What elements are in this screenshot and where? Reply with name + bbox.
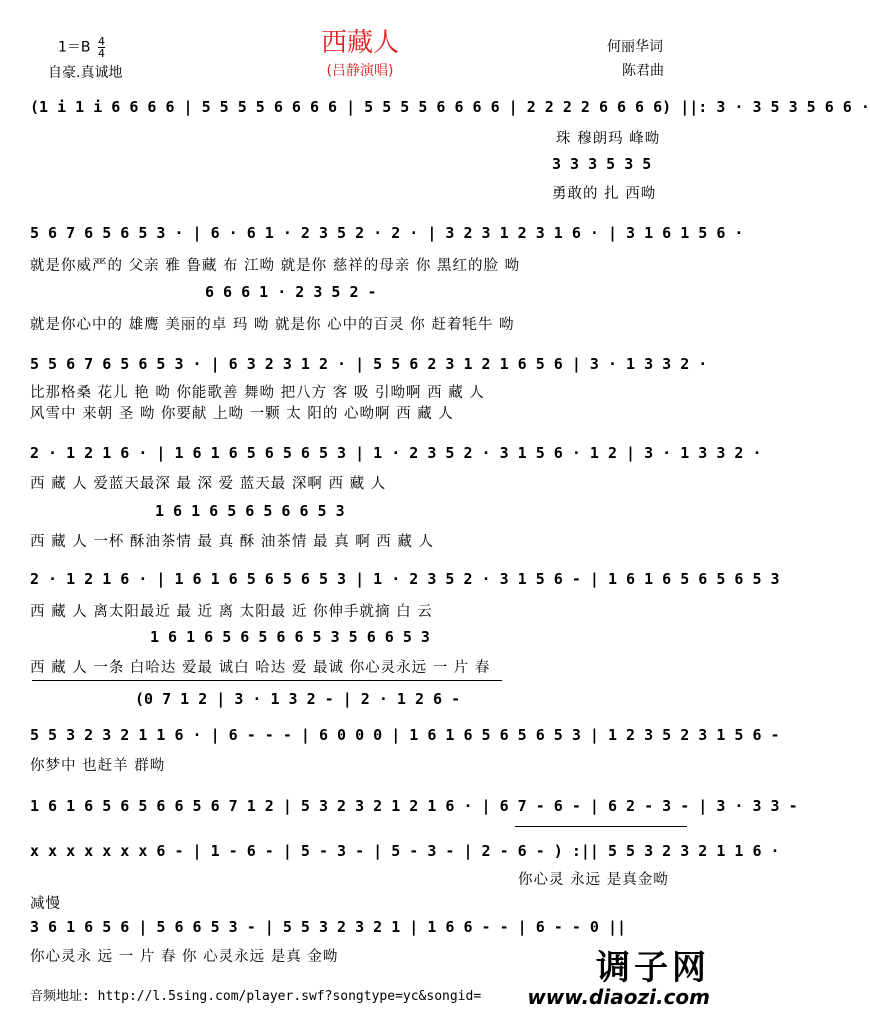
notes-line-4b: 1 6 1 6 5 6 5 6 6 5 3 [155,502,345,520]
lyrics-line-7a: 你梦中 也赶羊 群呦 [30,758,166,774]
lyrics-line-1c: 勇敢的 扎 西呦 [552,186,657,202]
composer-credit: 陈君曲 [622,63,664,79]
key-text: 1＝B [58,39,91,56]
lyrics-line-5a: 西 藏 人 离太阳最近 最 近 离 太阳最 近 你伸手就摘 白 云 [30,604,433,620]
lyrics-line-4a: 西 藏 人 爱蓝天最深 最 深 爱 蓝天最 深啊 西 藏 人 [30,476,387,492]
notes-line-1b: 3 3 3 5 3 5 [552,155,652,173]
notes-line-1: (1 i 1 i 6 6 6 6 | 5 5 5 5 6 6 6 6 | 5 5 5 5 6 6 6 6 | 2 2 2 2 6 6 6 6) ||: 3 · 3 5 3 5 6 6 · [30,98,870,116]
notes-line-5b: 1 6 1 6 5 6 5 6 6 5 3 5 6 6 5 3 [150,628,430,646]
tempo-marking: 减慢 [30,896,61,912]
song-title: 西藏人 [320,28,399,58]
singer-credit: (吕静演唱) [326,63,394,79]
logo-url: www.diaozi.com [527,985,710,1009]
time-signature [98,36,105,59]
lyrics-line-4c: 西 藏 人 一杯 酥油茶情 最 真 酥 油茶情 最 真 啊 西 藏 人 [30,534,435,550]
lyrics-line-2a: 就是你威严的 父亲 雅 鲁藏 布 江呦 就是你 慈祥的母亲 你 黑红的脸 呦 [30,258,521,274]
notes-line-10: 3 6 1 6 5 6 | 5 6 6 5 3 - | 5 5 3 2 3 2 1 | 1 6 6 - - | 6 - - 0 || [30,918,627,936]
lyricist-credit: 何丽华词 [607,39,663,55]
lyrics-line-3a: 比那格桑 花儿 艳 呦 你能歌善 舞呦 把八方 客 吸 引呦啊 西 藏 人 [30,385,485,401]
lyrics-line-5c: 西 藏 人 一条 白哈达 爱最 诚白 哈达 爱 最诚 你心灵永远 一 片 春 [30,660,491,676]
notes-line-9: x x x x x x x 6 - | 1 - 6 - | 5 - 3 - | 5 - 3 - | 2 - 6 - ) :|| 5 5 3 2 3 2 1 1 6 · [30,842,780,860]
notes-line-6: (0 7 1 2 | 3 · 1 3 2 - | 2 · 1 2 6 - [135,690,461,708]
notes-line-4: 2 · 1 2 1 6 · | 1 6 1 6 5 6 5 6 5 3 | 1 · 2 3 5 2 · 3 1 5 6 · 1 2 | 3 · 1 3 3 2 · [30,444,762,462]
notes-line-2b: 6 6 6 1 · 2 3 5 2 - [205,283,377,301]
notes-line-7: 5 5 3 2 3 2 1 1 6 · | 6 - - - | 6 0 0 0 | 1 6 1 6 5 6 5 6 5 3 | 1 2 3 5 2 3 1 5 6 - [30,726,780,744]
notes-line-2: 5 6 7 6 5 6 5 3 · | 6 · 6 1 · 2 3 5 2 · 2 · | 3 2 3 1 2 3 1 6 · | 3 1 6 1 5 6 · [30,224,744,242]
audio-link[interactable]: 音频地址: http://l.5sing.com/player.swf?songtype=yc&songid= [30,989,482,1004]
time-top: 4 [97,35,105,48]
notes-line-8: 1 6 1 6 5 6 5 6 6 5 6 7 1 2 | 5 3 2 3 2 1 2 1 6 · | 6 7 - 6 - | 6 2 - 3 - | 3 · 3 3 - [30,797,798,815]
time-bottom: 4 [97,47,105,60]
lyrics-line-10a: 你心灵永 远 一 片 春 你 心灵永远 是真 金呦 [30,949,339,965]
notes-line-3: 5 5 6 7 6 5 6 5 3 · | 6 3 2 3 1 2 · | 5 5 6 2 3 1 2 1 6 5 6 | 3 · 1 3 3 2 · [30,355,708,373]
lyrics-line-1a: 珠 穆朗玛 峰呦 [556,131,661,147]
key-signature [58,36,105,59]
logo-brand: 调子网 [596,948,710,988]
site-logo [527,940,710,1009]
lyrics-line-3b: 风雪中 来朝 圣 呦 你要献 上呦 一颗 太 阳的 心呦啊 西 藏 人 [30,406,454,422]
notes-line-5: 2 · 1 2 1 6 · | 1 6 1 6 5 6 5 6 5 3 | 1 · 2 3 5 2 · 3 1 5 6 - | 1 6 1 6 5 6 5 6 5 3 [30,570,780,588]
lyrics-line-9a: 你心灵 永远 是真金呦 [518,872,669,888]
lyrics-line-2c: 就是你心中的 雄鹰 美丽的卓 玛 呦 就是你 心中的百灵 你 赶着牦牛 呦 [30,317,515,333]
mood-marking: 自豪.真诚地 [48,65,123,81]
volta-line-1 [32,680,502,681]
volta-line-2 [515,826,687,827]
